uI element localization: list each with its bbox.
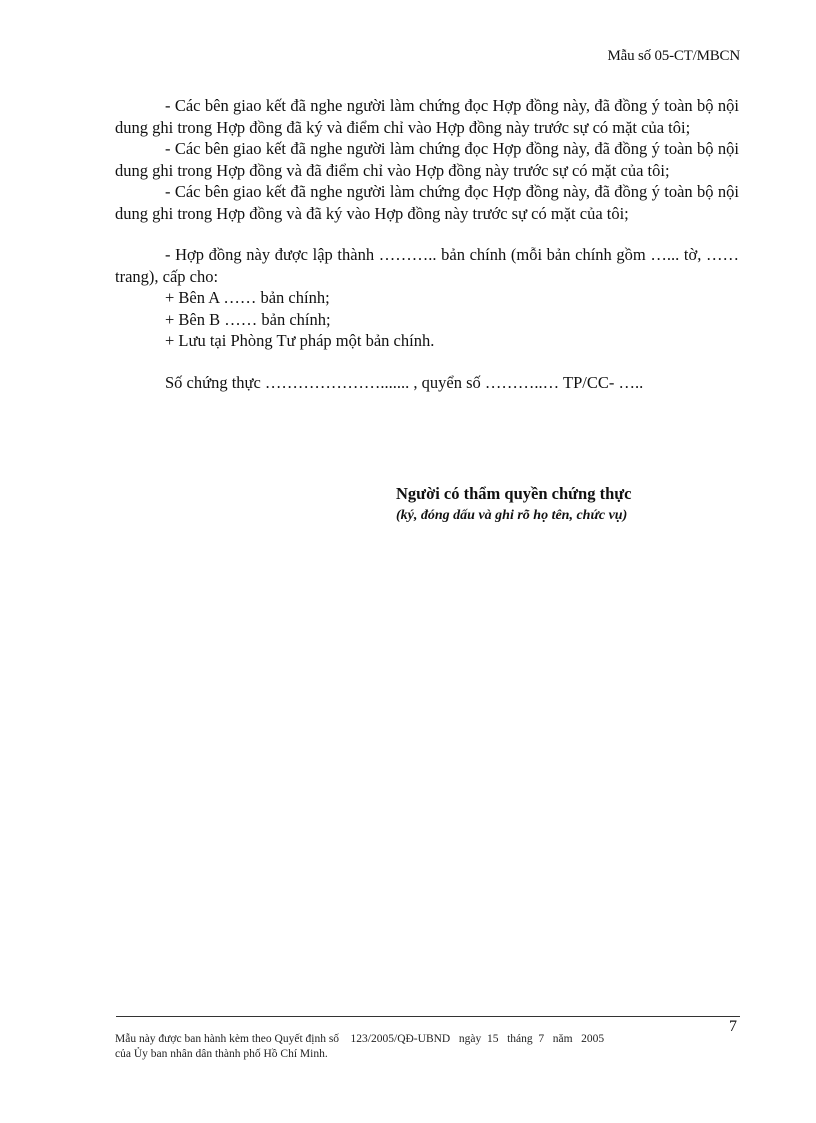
paragraph-spacer [115, 352, 739, 372]
signature-note: (ký, đóng dấu và ghi rõ họ tên, chức vụ) [396, 508, 628, 523]
signature-title: Người có thẩm quyền chứng thực [396, 484, 632, 503]
document-body [115, 95, 739, 393]
footer-line-2: của Ủy ban nhân dân thành phố Hồ Chí Minh. [115, 1048, 328, 1060]
footer-note [115, 1032, 604, 1062]
copy-party-a: + Bên A …… bản chính; [165, 288, 330, 307]
copy-party-b: + Bên B …… bản chính; [165, 309, 331, 329]
footer-divider [116, 1016, 740, 1017]
paragraph-spacer [115, 224, 739, 244]
copy-archive: + Lưu tại Phòng Tư pháp một bản chính. [165, 331, 435, 350]
signature-block [396, 483, 631, 527]
certification-number-line: Số chứng thực …………………....... , quyển số ………..… TP/CC- ….. [165, 372, 644, 392]
page-number: 7 [729, 1018, 737, 1035]
form-code: Mẫu số 05-CT/MBCN [607, 48, 740, 64]
footer-line-1: Mẫu này được ban hành kèm theo Quyết định số 123/2005/QĐ-UBND ngày 15 tháng 7 năm 2005 [115, 1033, 605, 1045]
witness-paragraph-signed-fingerprinted: - Các bên giao kết đã nghe người làm chứng đọc Hợp đồng này, đã đồng ý toàn bộ nội dung ghi trong Hợp đồng đã ký và điểm chỉ vào Hợp đồng này trước sự có mặt của tôi; [115, 96, 739, 137]
witness-paragraph-signed: - Các bên giao kết đã nghe người làm chứng đọc Hợp đồng này, đã đồng ý toàn bộ nội dung ghi trong Hợp đồng và đã ký vào Hợp đồng này trước sự có mặt của tôi; [115, 182, 739, 223]
copies-paragraph: - Hợp đồng này được lập thành ……….. bản chính (mỗi bản chính gồm …... tờ, ……trang), cấp cho: [115, 245, 739, 286]
witness-paragraph-fingerprinted: - Các bên giao kết đã nghe người làm chứng đọc Hợp đồng này, đã đồng ý toàn bộ nội dung ghi trong Hợp đồng và đã điểm chỉ vào Hợp đồng này trước sự có mặt của tôi; [115, 139, 739, 180]
